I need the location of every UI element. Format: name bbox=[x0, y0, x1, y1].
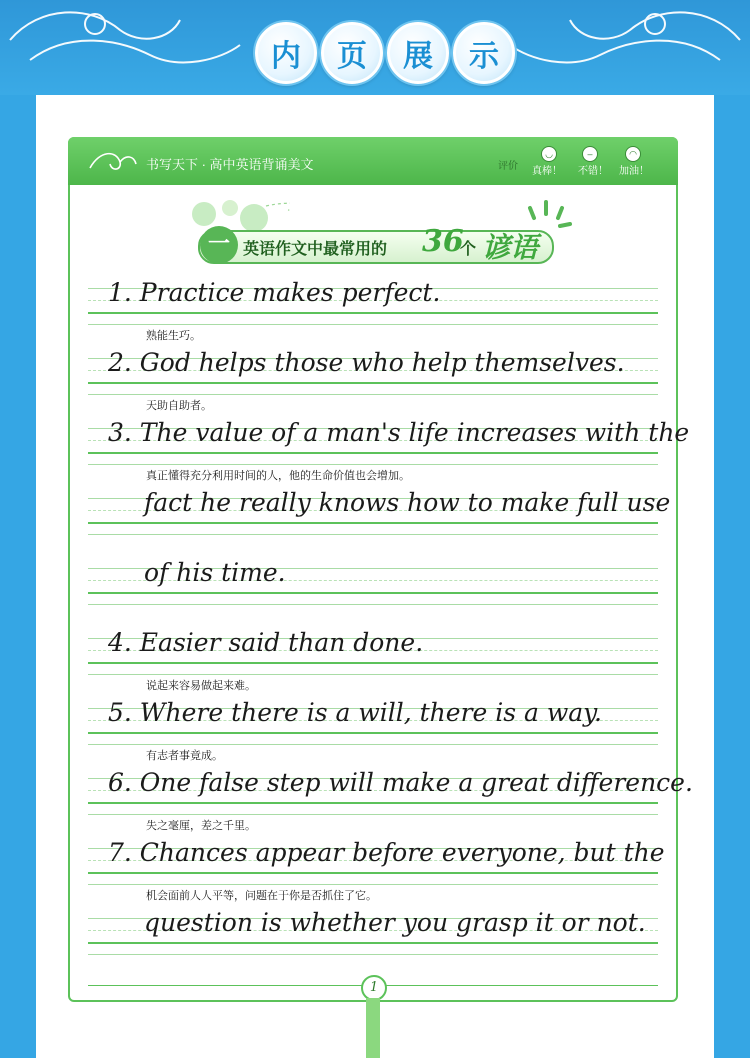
chinese-translation: 熟能生巧。 bbox=[146, 330, 201, 342]
banner-title-char: 内 bbox=[255, 22, 317, 84]
writing-line-block bbox=[88, 908, 658, 972]
guide-line bbox=[88, 872, 658, 874]
guide-line bbox=[88, 954, 658, 955]
english-proverb: 4. Easier said than done. bbox=[108, 628, 424, 657]
banner-title bbox=[255, 22, 515, 84]
guide-line bbox=[88, 324, 658, 325]
guide-line bbox=[88, 884, 658, 885]
binding-strip bbox=[366, 998, 380, 1058]
english-proverb: 6. One false step will make a great difference. bbox=[108, 768, 693, 797]
topic-number: 一 bbox=[200, 226, 238, 264]
chinese-translation: 真正懂得充分利用时间的人，他的生命价值也会增加。 bbox=[146, 470, 410, 482]
topic-title: 英语作文中最常用的 bbox=[243, 241, 388, 258]
guide-line bbox=[88, 464, 658, 465]
happy-face-icon: ◡ bbox=[541, 146, 557, 162]
english-proverb: 1. Practice makes perfect. bbox=[108, 278, 441, 307]
guide-line bbox=[88, 592, 658, 594]
guide-line bbox=[88, 744, 658, 745]
evaluation-label: 评价 bbox=[498, 161, 518, 172]
chinese-translation: 天助自助者。 bbox=[146, 400, 212, 412]
chinese-translation: 机会面前人人平等，问题在于你是否抓住了它。 bbox=[146, 890, 377, 902]
guide-line bbox=[88, 814, 658, 815]
banner-title-char: 页 bbox=[321, 22, 383, 84]
writing-line-block bbox=[88, 628, 658, 692]
rating-great: 真棒！ bbox=[532, 166, 562, 177]
topic-count: 36 bbox=[422, 224, 464, 259]
guide-line bbox=[88, 382, 658, 384]
writing-line-block bbox=[88, 768, 693, 832]
writing-line-block bbox=[88, 698, 658, 762]
topic-measure-word: 个 bbox=[460, 241, 477, 258]
guide-line bbox=[88, 522, 658, 524]
writing-line-block bbox=[88, 418, 690, 482]
neutral-face-icon: – bbox=[582, 146, 598, 162]
writing-line-block bbox=[88, 278, 658, 342]
banner-title-char: 示 bbox=[453, 22, 515, 84]
english-proverb: 7. Chances appear before everyone, but the bbox=[108, 838, 665, 867]
english-proverb: fact he really knows how to make full use bbox=[144, 488, 671, 517]
chinese-translation: 有志者事竟成。 bbox=[146, 750, 223, 762]
english-proverb: 2. God helps those who help themselves. bbox=[108, 348, 625, 377]
guide-line bbox=[88, 312, 658, 314]
guide-line bbox=[88, 732, 658, 734]
topic-keyword: 谚语 bbox=[482, 232, 539, 263]
banner-title-char: 展 bbox=[387, 22, 449, 84]
guide-line bbox=[88, 802, 658, 804]
english-proverb: 5. Where there is a will, there is a way. bbox=[108, 698, 602, 727]
swirl-ornament-icon bbox=[86, 146, 140, 176]
chinese-translation: 失之毫厘，差之千里。 bbox=[146, 820, 256, 832]
sad-face-icon: ◠ bbox=[625, 146, 641, 162]
guide-line bbox=[88, 452, 658, 454]
english-proverb: question is whether you grasp it or not. bbox=[144, 908, 646, 937]
guide-line bbox=[88, 534, 658, 535]
book-title: 书写天下 · 高中英语背诵美文 bbox=[146, 157, 314, 172]
rating-try: 加油！ bbox=[619, 166, 649, 177]
writing-line-block bbox=[88, 488, 671, 552]
guide-line bbox=[88, 674, 658, 675]
writing-line-block bbox=[88, 348, 658, 412]
page-number: 1 bbox=[361, 975, 387, 1001]
writing-line-block bbox=[88, 558, 658, 622]
chinese-translation: 说起来容易做起来难。 bbox=[146, 680, 256, 692]
guide-line bbox=[88, 604, 658, 605]
guide-line bbox=[88, 394, 658, 395]
writing-line-block bbox=[88, 838, 665, 902]
english-proverb: 3. The value of a man's life increases with the bbox=[108, 418, 690, 447]
english-proverb: of his time. bbox=[144, 558, 286, 587]
rating-good: 不错！ bbox=[578, 166, 608, 177]
guide-line bbox=[88, 942, 658, 944]
guide-line bbox=[88, 662, 658, 664]
